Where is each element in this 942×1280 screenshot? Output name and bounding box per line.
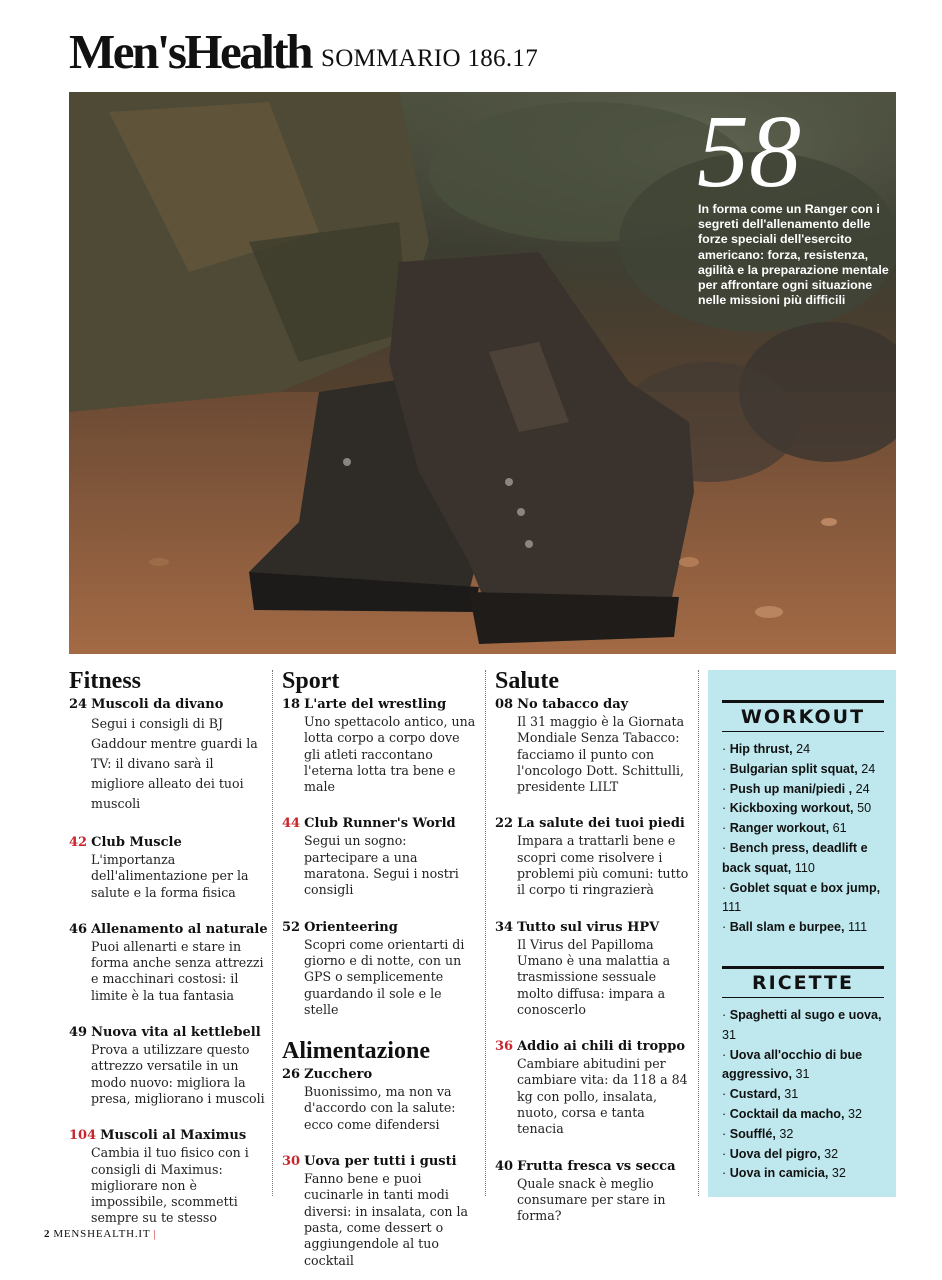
toc-entry[interactable]	[282, 815, 478, 898]
recipe-item[interactable]: · Soufflé, 32	[722, 1126, 794, 1141]
entry-page: 08	[495, 697, 514, 712]
item-page: 31	[795, 1067, 810, 1082]
entry-page: 24	[69, 697, 88, 712]
entry-title: Uova per tutti i gusti	[304, 1154, 457, 1170]
item-page: 32	[831, 1166, 846, 1181]
entry-description: Prova a utilizzare questo attrezzo versatile in un modo nuovo: migliora la presa, migliorano i muscoli	[91, 1042, 265, 1106]
entry-heading	[69, 1024, 265, 1042]
entry-title: Club Runner's World	[304, 816, 456, 832]
entry-description: Segui un sogno: partecipare a una maratona. Segui i nostri consigli	[304, 833, 459, 898]
ricette-title: RICETTE	[722, 966, 884, 998]
entry-description: Il Virus del Papilloma Umano è una malattia a trasmissione sessuale molto diffusa: impara a conoscerlo	[517, 936, 671, 1017]
entry-heading	[282, 1153, 478, 1171]
entry-heading	[495, 1038, 691, 1056]
entry-title: L'arte del wrestling	[304, 697, 447, 712]
entry-description: L'importanza dell'alimentazione per la salute e la forma fisica	[91, 852, 249, 900]
item-page: 31	[784, 1087, 799, 1102]
hero-page-number: 58	[697, 94, 801, 209]
workout-item[interactable]: · Kickboxing workout, 50	[722, 801, 872, 816]
entry-title: Tutto sul virus HPV	[517, 919, 660, 935]
entry-description: Cambiare abitudini per cambiare vita: da 118 a 84 kg con pollo, insalata, nuoto, corsa e tanta tenacia	[517, 1056, 688, 1137]
entry-heading	[495, 919, 691, 937]
entry-description: Il 31 maggio è la Giornata Mondiale Senza Tabacco: facciamo il punto con l'oncologo Dott. Schittulli, presidente LILT	[517, 714, 685, 795]
entry-description: Segui i consigli di BJ Gaddour mentre guardi la TV: il divano sarà il migliore alleato dei tuoi muscoli	[91, 716, 258, 811]
entry-description: Uno spettacolo antico, una lotta corpo a corpo dove gli atleti raccontano l'eterna lotta tra bene e male	[304, 714, 476, 795]
item-page: 32	[824, 1146, 839, 1161]
entry-description: Buonissimo, ma non va d'accordo con la salute: ecco come difendersi	[304, 1084, 456, 1132]
item-name: Kickboxing workout,	[729, 801, 854, 816]
sport-column	[282, 668, 478, 1280]
hero-caption: In forma come un Ranger con i segreti dell'allenamento delle forze speciali dell'esercito americano: forza, resistenza, agilità e la preparazione mentale per affrontare ogni situazione nelle missioni più difficili	[698, 202, 889, 308]
entry-page: 30	[282, 1154, 301, 1170]
salute-column	[495, 668, 691, 1245]
item-page: 111	[722, 900, 742, 915]
entry-page: 46	[69, 921, 88, 937]
column-divider	[698, 670, 699, 1196]
recipe-item[interactable]: · Uova del pigro, 32	[722, 1146, 839, 1161]
entry-page: 49	[69, 1025, 88, 1041]
item-page: 31	[722, 1027, 737, 1042]
column-divider	[272, 670, 273, 1196]
workout-list	[722, 740, 884, 938]
entry-heading	[282, 696, 478, 714]
footer-bar: |	[153, 1228, 157, 1240]
entry-page: 34	[495, 919, 514, 935]
item-name: Uova in camicia,	[729, 1166, 829, 1181]
entry-page: 18	[282, 697, 301, 712]
entry-title: Addio ai chili di troppo	[517, 1039, 686, 1055]
entry-heading	[69, 921, 268, 939]
fitness-column	[69, 668, 268, 1247]
recipe-item[interactable]: · Uova in camicia, 32	[722, 1166, 846, 1181]
entry-page: 36	[495, 1039, 514, 1055]
section-title-salute: Salute	[495, 668, 560, 694]
item-page: 24	[861, 761, 876, 776]
item-name: Ranger workout,	[729, 821, 830, 836]
workout-item[interactable]: · Push up mani/piedi , 24	[722, 781, 870, 796]
entry-heading	[69, 834, 265, 852]
entry-page: 40	[495, 1158, 514, 1174]
ricette-block	[722, 966, 884, 1184]
toc-entry[interactable]	[282, 696, 478, 795]
workout-item[interactable]: · Hip thrust, 24	[722, 742, 811, 756]
entry-page: 42	[69, 835, 88, 850]
entry-heading	[495, 1158, 691, 1176]
page-footer	[44, 1228, 156, 1240]
entry-heading	[282, 815, 478, 833]
item-name: Bulgarian split squat,	[729, 761, 858, 776]
hero-image	[69, 92, 896, 654]
toc-entry[interactable]	[282, 919, 478, 1018]
entry-title: Orienteering	[304, 919, 398, 935]
toc-entry[interactable]	[69, 696, 265, 814]
entry-title: Club Muscle	[91, 835, 182, 850]
toc-entry[interactable]	[495, 1038, 691, 1137]
entry-description: Cambia il tuo fisico con i consigli di Maximus: migliorare non è impossibile, scommetti sempre su te stesso	[91, 1145, 249, 1226]
entry-page: 52	[282, 919, 301, 935]
item-name: Soufflé,	[729, 1126, 776, 1141]
entry-heading	[282, 919, 478, 937]
entry-page: 104	[69, 1128, 97, 1144]
toc-entry[interactable]	[282, 1153, 478, 1269]
item-page: 61	[832, 821, 847, 836]
item-page: 32	[847, 1106, 862, 1121]
toc-entry[interactable]	[495, 1158, 691, 1225]
entry-title: La salute dei tuoi piedi	[517, 816, 685, 832]
item-page: 24	[855, 781, 870, 796]
entry-heading	[495, 696, 691, 714]
item-page: 24	[796, 742, 811, 756]
entry-heading	[69, 696, 265, 714]
entry-title: Nuova vita al kettlebell	[91, 1025, 261, 1041]
item-name: Spaghetti al sugo e uova,	[729, 1007, 882, 1022]
entry-heading	[495, 815, 691, 833]
recipe-item[interactable]: · Uova all'occhio di bue aggressivo, 31	[722, 1047, 863, 1082]
entry-heading	[69, 1127, 265, 1145]
sidebar-box	[708, 670, 896, 1197]
workout-title: WORKOUT	[722, 700, 884, 732]
ricette-list	[722, 1006, 884, 1184]
toc-entry[interactable]	[69, 1127, 265, 1226]
entry-description: Scopri come orientarti di giorno e di notte, con un GPS o semplicemente guardando il sole e le stelle	[304, 936, 465, 1017]
workout-item[interactable]: · Bulgarian split squat, 24	[722, 761, 876, 776]
toc-entry[interactable]	[495, 919, 691, 1018]
masthead	[69, 24, 539, 79]
column-divider	[485, 670, 486, 1196]
toc-entry[interactable]	[69, 834, 265, 901]
item-page: 50	[857, 801, 872, 816]
entry-title: Zucchero	[304, 1067, 373, 1083]
entry-page: 44	[282, 816, 301, 832]
item-name: Custard,	[729, 1087, 781, 1102]
toc-entry[interactable]	[495, 696, 691, 795]
item-name: Goblet squat e box jump,	[729, 880, 881, 895]
entry-description: Puoi allenarti e stare in forma anche senza attrezzi e macchinari costosi: il limite è la tua fantasia	[91, 938, 264, 1003]
item-name: Bench press, deadlift e back squat,	[722, 840, 868, 875]
entry-title: Muscoli da divano	[91, 697, 224, 712]
workout-item[interactable]: · Goblet squat e box jump, 111	[722, 880, 881, 915]
section-title-sport: Sport	[282, 668, 340, 694]
entry-description: Impara a trattarli bene e scopri come risolvere i problemi più comuni: tutto il corpo ti ringrazierà	[517, 833, 689, 898]
issue-title: SOMMARIO 186.17	[320, 45, 539, 72]
section-title-fitness: Fitness	[69, 668, 141, 694]
recipe-item[interactable]: · Spaghetti al sugo e uova, 31	[722, 1007, 882, 1042]
footer-page-number: 2	[44, 1228, 51, 1240]
entry-description: Quale snack è meglio consumare per stare in forma?	[517, 1175, 666, 1224]
item-page: 32	[779, 1126, 794, 1141]
item-page: 110	[794, 860, 815, 875]
toc-entry[interactable]	[495, 815, 691, 898]
item-name: Cocktail da macho,	[729, 1106, 845, 1121]
mens-health-logo: Men'sHealth	[69, 24, 311, 79]
recipe-item[interactable]: · Cocktail da macho, 32	[722, 1106, 862, 1121]
item-name: Push up mani/piedi ,	[729, 781, 853, 796]
entry-description: Fanno bene e puoi cucinarle in tanti modi diversi: in insalata, con la pasta, come dessert o aggiungendole al tuo cocktail	[304, 1171, 469, 1268]
entry-heading	[282, 1066, 478, 1084]
toc-entry[interactable]	[69, 921, 268, 1004]
entry-title: Muscoli al Maximus	[100, 1128, 247, 1144]
entry-title: Allenamento al naturale	[91, 921, 268, 937]
entry-title: No tabacco day	[517, 697, 629, 712]
workout-item[interactable]: · Ranger workout, 61	[722, 821, 847, 836]
item-page: 111	[848, 920, 868, 935]
entry-page: 22	[495, 816, 514, 832]
item-name: Uova del pigro,	[729, 1146, 821, 1161]
entry-page: 26	[282, 1067, 301, 1083]
item-name: Ball slam e burpee,	[729, 920, 845, 935]
footer-site[interactable]: MENSHEALTH.IT	[53, 1228, 151, 1240]
item-name: Uova all'occhio di bue aggressivo,	[722, 1047, 863, 1082]
entry-title: Frutta fresca vs secca	[517, 1158, 676, 1174]
item-name: Hip thrust,	[729, 742, 793, 756]
workout-block	[722, 700, 884, 938]
toc-entry[interactable]	[69, 1024, 265, 1107]
workout-item[interactable]: · Bench press, deadlift e back squat, 110	[722, 840, 868, 875]
section-title-alimentazione: Alimentazione	[282, 1038, 430, 1065]
recipe-item[interactable]: · Custard, 31	[722, 1087, 799, 1102]
workout-item[interactable]: · Ball slam e burpee, 111	[722, 920, 868, 935]
toc-entry[interactable]	[282, 1066, 478, 1133]
